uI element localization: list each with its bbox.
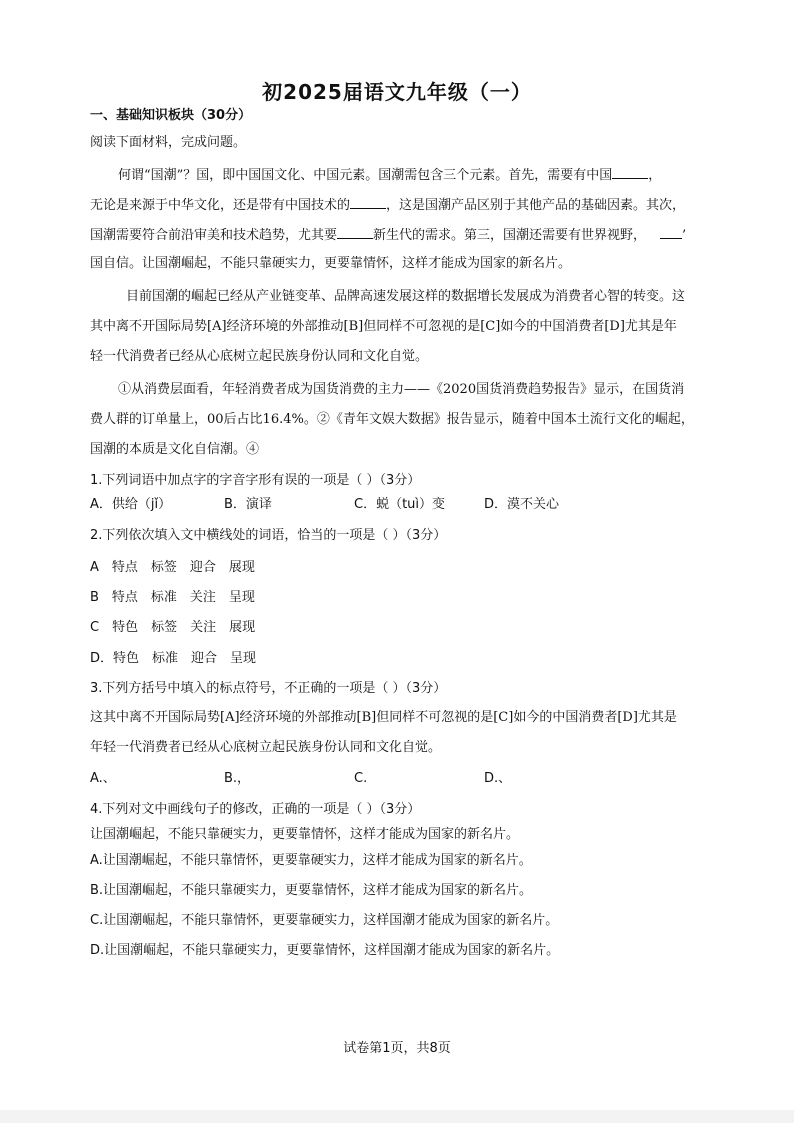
passage-p2-line3: 轻一代消费者已经从心底树立起民族身份认同和文化自觉。 <box>90 349 429 364</box>
fill-blank-4[interactable] <box>660 226 682 239</box>
passage-p1-line4: 国自信。让国潮崛起，不能只靠硬实力，更要靠情怀，这样才能成为国家的新名片。 <box>90 256 572 271</box>
question-4-original: 让国潮崛起，不能只靠硬实力，更要靠情怀，这样才能成为国家的新名片。 <box>90 827 520 842</box>
q2-option-b[interactable]: B 特点 标准 关注 呈现 <box>90 590 255 605</box>
reading-instruction: 阅读下面材料，完成问题。 <box>90 135 247 150</box>
page-title: 初2025届语文九年级（一） <box>262 80 532 104</box>
q2-option-a[interactable]: A 特点 标签 迎合 展现 <box>90 560 255 575</box>
question-3-stem: 3.下列方括号中填入的标点符号，不正确的一项是（ ）（3分） <box>90 681 447 696</box>
section-heading: 一、基础知识板块（30分） <box>90 108 252 123</box>
q3-option-c[interactable]: C. <box>354 771 368 786</box>
q1-option-c[interactable]: C．蜕（tuì）变 <box>354 497 446 512</box>
passage-p1-line2 <box>90 196 685 214</box>
q1-option-a[interactable]: A．供给（jǐ） <box>90 497 172 512</box>
passage-text: 国潮需要符合前沿审美和技术趋势，尤其要 <box>90 228 338 243</box>
q4-option-a[interactable]: A.让国潮崛起，不能只靠情怀，更要靠硬实力，这样才能成为国家的新名片。 <box>90 853 532 868</box>
passage-p3-line2: 费人群的订单量上，00后占比16.4%。②《青年文娱大数据》报告显示，随着中国本土流行文化的崛起， <box>90 412 694 427</box>
q4-option-b[interactable]: B.让国潮崛起，不能只靠硬实力，更要靠情怀，这样才能成为国家的新名片。 <box>90 883 533 898</box>
q4-option-d[interactable]: D.让国潮崛起，不能只靠硬实力，更要靠情怀，这样国潮才能成为国家的新名片。 <box>90 943 560 958</box>
q3-option-a[interactable]: A.、 <box>90 771 116 786</box>
passage-p2-line2: 其中离不开国际局势[A]经济环境的外部推动[B]但同样不可忽视的是[C]如今的中国消费者[D]尤其是年 <box>90 319 677 334</box>
scan-edge <box>0 1110 794 1123</box>
question-2-stem: 2.下列依次填入文中横线处的词语，恰当的一项是（ ）（3分） <box>90 528 447 543</box>
q2-option-c[interactable]: C 特色 标签 关注 展现 <box>90 620 256 635</box>
q2-option-d[interactable]: D．特色 标准 迎合 呈现 <box>90 651 257 666</box>
passage-text: 何谓“国潮”？国，即中国国文化、中国元素。国潮需包含三个元素。首先，需要有中国 <box>118 168 613 183</box>
question-1-stem: 1.下列词语中加点字的字音字形有误的一项是（ ）（3分） <box>90 473 421 488</box>
question-3-quote-line1: 这其中离不开国际局势[A]经济环境的外部推动[B]但同样不可忽视的是[C]如今的中国消费者[D]尤其是 <box>90 710 677 725</box>
question-4-stem: 4.下列对文中画线句子的修改，正确的一项是（ ）（3分） <box>90 802 421 817</box>
passage-text: ，这是国潮产品区别于其他产品的基础因素。其次， <box>386 198 686 213</box>
q4-option-c[interactable]: C.让国潮崛起，不能只靠情怀，更要靠硬实力，这样国潮才能成为国家的新名片。 <box>90 913 559 928</box>
passage-p2-line1: 目前国潮的崛起已经从产业链变革、品牌高速发展这样的数据增长发展成为消费者心智的转变。这 <box>126 289 686 304</box>
fill-blank-3[interactable] <box>337 226 373 239</box>
q3-option-d[interactable]: D.、 <box>484 771 512 786</box>
passage-text: 新生代的需求。第三，国潮还需要有世界视野， <box>373 228 647 243</box>
q1-option-b[interactable]: B．演译 <box>224 497 272 512</box>
passage-p1-line3 <box>90 226 686 244</box>
passage-p3-line3: 国潮的本质是文化自信潮。④ <box>90 442 260 457</box>
fill-blank-2[interactable] <box>350 196 386 209</box>
passage-text: ’ <box>682 228 687 243</box>
fill-blank-1[interactable] <box>612 166 648 179</box>
passage-p1-line1 <box>118 166 661 184</box>
q3-option-b[interactable]: B.， <box>224 771 251 786</box>
passage-text: ， <box>648 168 662 183</box>
page-footer: 试卷第1页，共8页 <box>343 1041 451 1056</box>
passage-text: 无论是来源于中华文化，还是带有中国技术的 <box>90 198 351 213</box>
passage-p3-line1: ①从消费层面看，年轻消费者成为国货消费的主力——《2020国货消费趋势报告》显示，在国货消 <box>118 382 685 397</box>
question-3-quote-line2: 年轻一代消费者已经从心底树立起民族身份认同和文化自觉。 <box>90 740 442 755</box>
q1-option-d[interactable]: D．漠不关心 <box>484 497 560 512</box>
